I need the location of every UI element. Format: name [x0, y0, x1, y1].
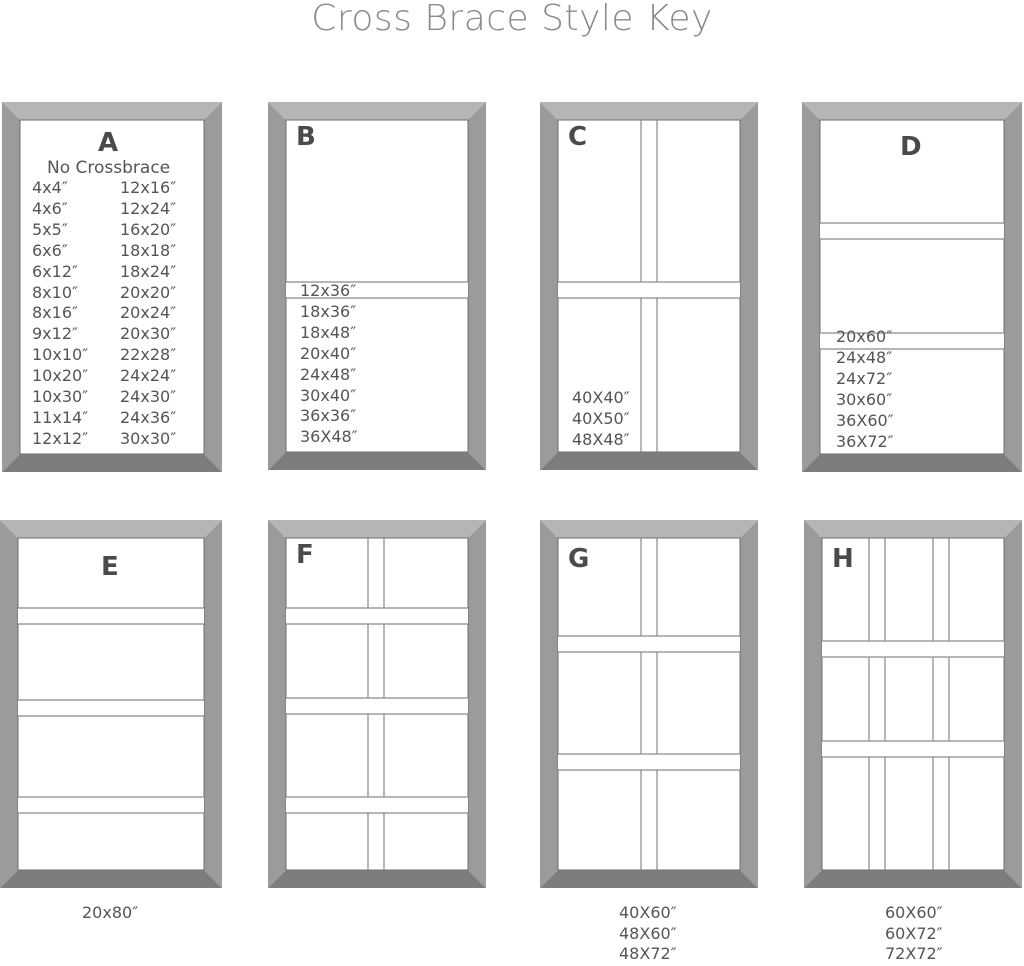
horizontal-brace-fill — [822, 741, 1004, 757]
style-a-sizes-col2 — [120, 178, 176, 450]
style-a-sizes-col1 — [32, 178, 88, 450]
style-f-panel — [268, 520, 486, 888]
frame-top — [2, 102, 222, 120]
size-item: 20x60″ — [836, 327, 893, 346]
size-item: 12x24″ — [120, 198, 177, 218]
page-title: Cross Brace Style Key — [311, 0, 713, 39]
size-item: 16x20″ — [120, 219, 177, 239]
style-e-panel — [0, 520, 222, 888]
frame-right — [468, 520, 486, 888]
frame-right — [204, 102, 222, 472]
frame-right — [740, 102, 758, 470]
size-item: 30x30″ — [120, 428, 177, 448]
style-g-letter: G — [568, 544, 590, 574]
size-item: 72X72″ — [885, 944, 943, 963]
size-item: 18x24″ — [120, 261, 177, 281]
size-item: 4x4″ — [32, 178, 68, 197]
size-item: 18x48″ — [300, 322, 357, 342]
frame-bottom — [0, 870, 222, 888]
size-item: 24x24″ — [120, 366, 177, 386]
size-item: 12x36″ — [300, 281, 357, 300]
style-h-panel — [804, 520, 1022, 888]
style-f-frame — [268, 520, 486, 888]
horizontal-brace-fill — [18, 608, 204, 624]
horizontal-brace-fill — [820, 223, 1004, 239]
size-item: 36x36″ — [300, 406, 357, 426]
frame-top — [804, 520, 1022, 538]
size-item: 18x36″ — [300, 301, 357, 321]
frame-left — [268, 102, 286, 470]
style-b-letter: B — [296, 122, 316, 152]
size-item: 8x16″ — [32, 303, 78, 323]
size-item: 5x5″ — [32, 219, 68, 239]
frame-right — [740, 520, 758, 888]
size-item: 36X60″ — [836, 410, 894, 430]
frame-bottom — [802, 454, 1022, 472]
size-item: 24x48″ — [300, 364, 357, 384]
frame-left — [268, 520, 286, 888]
size-item: 12x16″ — [120, 178, 177, 197]
size-item: 40X40″ — [572, 388, 630, 407]
frame-bottom — [540, 452, 758, 470]
size-item: 11x14″ — [32, 407, 89, 427]
frame-bottom — [268, 870, 486, 888]
horizontal-brace-fill — [558, 754, 740, 770]
size-item: 40X50″ — [572, 408, 630, 428]
style-h-sizes — [885, 903, 943, 965]
style-d-letter: D — [900, 132, 922, 162]
frame-right — [1004, 520, 1022, 888]
horizontal-brace-fill — [558, 282, 740, 298]
frame-inner — [822, 538, 1004, 870]
size-item: 6x6″ — [32, 240, 68, 260]
size-item: 18x18″ — [120, 240, 177, 260]
size-item: 48X60″ — [619, 923, 677, 943]
horizontal-brace-fill — [822, 641, 1004, 657]
style-h-frame — [804, 520, 1022, 888]
style-g-sizes — [619, 903, 677, 965]
style-e-sizes — [82, 903, 138, 924]
frame-right — [204, 520, 222, 888]
size-item: 48X48″ — [572, 429, 630, 449]
size-item: 12x12″ — [32, 428, 89, 448]
size-item: 20x24″ — [120, 303, 177, 323]
style-f-letter: F — [296, 540, 314, 570]
style-g-panel — [540, 520, 758, 888]
frame-left — [540, 102, 558, 470]
horizontal-brace-fill — [286, 608, 468, 624]
horizontal-brace-fill — [558, 636, 740, 652]
frame-top — [540, 520, 758, 538]
size-item: 20x30″ — [120, 324, 177, 344]
style-c-sizes — [572, 388, 630, 451]
size-item: 4x6″ — [32, 198, 68, 218]
frame-bottom — [2, 454, 222, 472]
size-item: 24x36″ — [120, 407, 177, 427]
size-item: 20x20″ — [120, 282, 177, 302]
size-item: 9x12″ — [32, 324, 78, 344]
style-d-panel — [802, 102, 1022, 472]
size-item: 10x20″ — [32, 366, 89, 386]
size-item: 40X60″ — [619, 903, 677, 922]
horizontal-brace-fill — [18, 797, 204, 813]
frame-left — [540, 520, 558, 888]
style-c-letter: C — [568, 122, 588, 152]
style-b-panel — [268, 102, 486, 470]
frame-left — [804, 520, 822, 888]
frame-top — [268, 102, 486, 120]
size-item: 22x28″ — [120, 345, 177, 365]
size-item: 10x10″ — [32, 345, 89, 365]
size-item: 36X48″ — [300, 427, 358, 447]
frame-bottom — [804, 870, 1022, 888]
style-a-subtitle: No Crossbrace — [47, 158, 171, 178]
frame-left — [0, 520, 18, 888]
size-item: 60X60″ — [885, 903, 943, 922]
horizontal-brace-fill — [18, 700, 204, 716]
frame-bottom — [540, 870, 758, 888]
frame-top — [268, 520, 486, 538]
style-d-sizes — [836, 327, 894, 452]
size-item: 36X72″ — [836, 431, 894, 451]
size-item: 48X72″ — [619, 944, 677, 963]
size-item: 8x10″ — [32, 282, 78, 302]
size-item: 20x80″ — [82, 903, 139, 922]
frame-bottom — [268, 452, 486, 470]
frame-top — [0, 520, 222, 538]
size-item: 30x40″ — [300, 385, 357, 405]
size-item: 6x12″ — [32, 261, 78, 281]
style-a-panel — [2, 102, 222, 472]
style-c-panel — [540, 102, 758, 470]
size-item: 20x40″ — [300, 343, 357, 363]
size-item: 24x30″ — [120, 387, 177, 407]
frame-left — [2, 102, 20, 472]
frame-left — [802, 102, 820, 472]
horizontal-brace-fill — [286, 797, 468, 813]
frame-right — [1004, 102, 1022, 472]
frame-right — [468, 102, 486, 470]
size-item: 24x48″ — [836, 347, 893, 367]
size-item: 30x60″ — [836, 389, 893, 409]
style-h-letter: H — [832, 544, 854, 574]
style-g-frame — [540, 520, 758, 888]
style-e-letter: E — [101, 552, 119, 582]
frame-inner — [558, 538, 740, 870]
style-a-letter: A — [98, 128, 119, 158]
size-item: 24x72″ — [836, 368, 893, 388]
horizontal-brace-fill — [286, 698, 468, 714]
style-b-sizes — [300, 281, 358, 448]
frame-top — [540, 102, 758, 120]
size-item: 60X72″ — [885, 923, 943, 943]
frame-top — [802, 102, 1022, 120]
size-item: 10x30″ — [32, 387, 89, 407]
